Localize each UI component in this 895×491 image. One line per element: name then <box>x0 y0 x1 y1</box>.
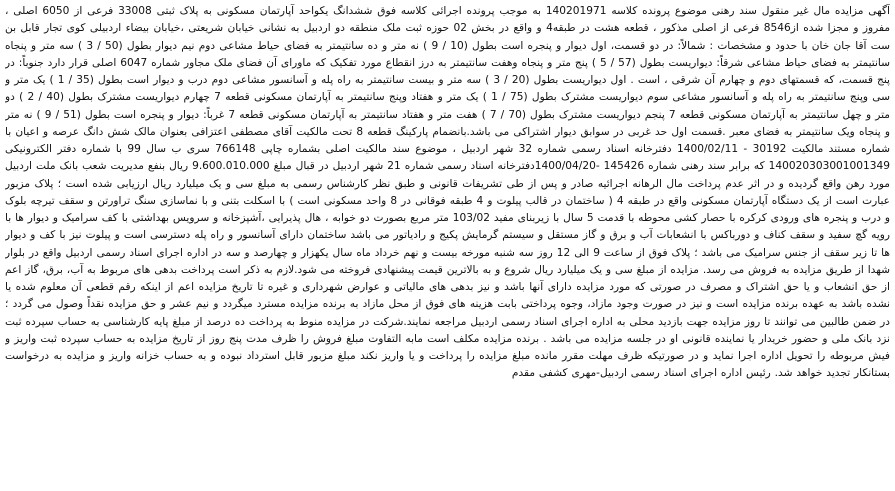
auction-notice-text: آگهی مزایده مال غیر منقول سند رهنی موضوع پرونده کلاسه 140201971 به موجب پرونده اجرائی کلاسه فوق ششدانگ یکواحد آپارتمان مسکونی به پلاک ثبتی 33008 فرعی از 6050 اصلی ، مفروز و مجزا شده از8546 فرعی از اصلی مذکور ، قطعه هشت در طبقه4 و واقع در بخش 02 حوزه ثبت ملک منطقه دو اردبیل به نشانی خیابان شریعتی ،خیابان بیضاء اردبیلی کوی تجار قابل بن ست آقا جان خان با حدود و مشخصات : شمالاً: در دو قسمت، اول دیوار و پنجره است بطول (10 / 9 ) نه متر و ده سانتیمتر به فضای حیاط مشاعی دوم نیم دیوار بطول (50 / 3 ) سه متر و پنجاه سانتیمتر به فضای حیاط مشاعی شرقاً: دیواریست بطول (57 / 5 ) پنج متر و پنجاه وهفت سانتیمتر به درز انقطاع مورد تفکیک که ماورای آن فضای ملک مجاور شماره 6047 اصلی قرار دارد جنوباً: در پنج قسمت، که قسمتهای دوم و چهارم آن شرقی ، است . اول دیواریست بطول (20 / 3 ) سه متر و بیست سانتیمتر به راه پله و آسانسور مشاعی دوم درب و دیوار است بطول (35 / 1 ) یک متر و سی وپنج سانتیمتر به راه پله و آسانسور مشاعی سوم دیواریست مشترک بطول (75 / 1 ) یک متر و هفتاد وپنج سانتیمتر به آپارتمان مسکونی قطعه 7 چهارم دیواریست مشترک بطول (40 / 2 ) دو متر و چهل سانتیمتر به آپارتمان مسکونی قطعه 7 پنجم دیواریست مشترک بطول (70 / 7 ) هفت متر و هفتاد سانتیمتر به آپارتمان مسکونی قطعه 7 غرباً: دیوار و پنجره است بطول (51 / 9 ) نه متر و پنجاه ویک سانتیمتر به فضای معبر .قسمت اول حد غربی در سوابق دیوار اشتراکی می باشد.بانضمام پارکینگ قطعه 8 تحت مالکیت آقای مصطفی اعتزافی بعنوان مالک شش دانگ عرصه و اعیان با شماره مستند مالکیت 30192 - 1400/02/11 دفترخانه اسناد رسمی شماره 32 شهر اردبیل ، موضوع سند مالکیت اصلی بشماره چاپی 766148 سری ب سال 99 با شماره دفتر الکترونیکی 140020303001001349 که برابر سند رهنی شماره 145426 -1400/04/20دفترخانه اسناد رسمی شماره 21 شهر اردبیل در قبال مبلغ 9.600.010.000 ریال بنفع مدیریت شعب بانک ملت اردبیل مورد رهن واقع گردیده و در اثر عدم پرداخت مال الرهانه اجرائیه صادر و پس از طی تشریفات قانونی و طبق نظر کارشناس رسمی به مبلغ سی و یک میلیارد ریال ارزیابی شده است ؛ پلاک مزبور عبارت است از یک دستگاه آپارتمان مسکونی واقع در طبقه 4 ( ساختمان در قالب پیلوت و 4 طبقه فوقانی در 8 واحد مسکونی است ) با اسکلت بتنی و با نماسازی سنگ تراورتن و سقف تیرچه بلوک و درب و پنجره های ورودی کرکره با حصار کشی محوطه با قدمت 5 سال با زیربنای مفید 103/02 متر مربع بصورت دو خوابه ، هال پذیرایی ،آشپزخانه و سرویس بهداشتی با کف سرامیک و دیوار ها با رویه گچ سفید و سقف کناف و دورباکس با انشعابات آب و برق و گاز مستقل و سیستم گرمایش پکیج و رادیاتور می باشد ساختمان دارای آسانسور و راه پله دسترسی است و پیلوت نیز با کف و دیوار ها تا زیر سقف از جنس سرامیک می باشد ؛ پلاک فوق از ساعت 9 الی 12 روز سه شنبه مورخه بیست و نهم خرداد ماه سال یکهزار و چهارصد و سه در اداره اجرای اسناد رسمی اردبیل واقع در بلوار شهدا از طریق مزایده به فروش می رسد. مزایده از مبلغ سی و یک میلیارد ریال شروع و به بالاترین قیمت پیشنهادی فروخته می شود.لازم به ذکر است پرداخت بدهی های مربوط به آب، برق، گاز اعم از حق انشعاب و یا حق اشتراک و مصرف در صورتی که مورد مزایده دارای آنها باشد و نیز بدهی های مالیاتی و عوارض شهرداری و غیره تا تاریخ مزایده اعم از اینکه رقم قطعی آن معلوم شده یا نشده باشد به عهده برنده مزایده است و نیز در صورت وجود مازاد، وجوه پرداختی بابت هزینه های فوق از محل مازاد به برنده مزایده مسترد میگردد و نیم عشر و حق مزایده نقداً وصول می گردد ؛ در ضمن طالبین می توانند تا روز مزایده جهت بازدید محلی به اداره اجرای اسناد رسمی اردبیل مراجعه نمایند.شرکت در مزایده منوط به پرداخت ده درصد از مبلغ پایه کارشناسی به حساب سپرده ثبت نزد بانک ملی و حضور خریدار یا نماینده قانونی او در جلسه مزایده می باشد . برنده مزایده مکلف است مابه التفاوت مبلغ فروش را ظرف مدت پنج روز از تاریخ مزایده به حساب سپرده ثبت واریز و فیش مربوطه را تحویل اداره اجرا نماید و در صورتیکه ظرف مهلت مقرر مانده مبلغ مزایده را پرداخت و یا واریز نکند مبلغ مزبور قابل استرداد نبوده و به حساب خزانه واریز و مزایده به درخواست بستانکار تجدید خواهد شد. رئیس اداره اجرای اسناد رسمی اردبیل-مهری کشفی مقدم <box>5 5 890 380</box>
